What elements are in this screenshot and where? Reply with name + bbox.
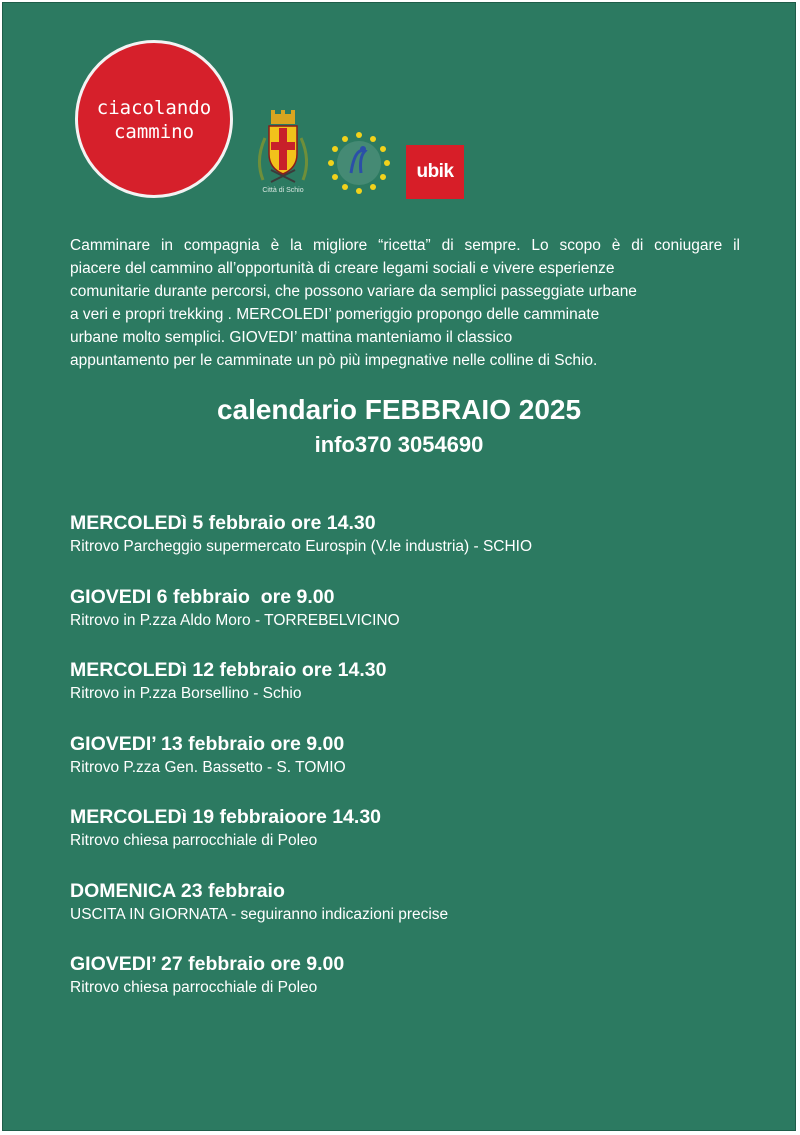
ubik-logo: ubik (406, 145, 464, 199)
event-title: MERCOLEDì 19 febbraioore 14.30 (70, 806, 382, 828)
event-place: USCITA IN GIORNATA - seguiranno indicazioni precise (70, 905, 449, 923)
event-title: GIOVEDI’ 13 febbraio ore 9.00 (70, 732, 345, 755)
logo-line-1: ciacolando (96, 97, 212, 119)
intro-line: piacere del cammino all’opportunità di creare legami sociali e vivere esperienze (70, 260, 615, 277)
intro-line: comunitarie durante percorsi, che possono variare da semplici passeggiate urbane (70, 283, 637, 300)
event-title: MERCOLEDì 5 febbraio ore 14.30 (70, 512, 376, 534)
crest-caption: Città di Schio (262, 187, 304, 194)
event-place: Ritrovo chiesa parrocchiale di Poleo (70, 979, 318, 996)
logo-line-2: cammino (113, 121, 195, 143)
event-item (70, 657, 770, 731)
event-item (70, 804, 770, 878)
intro-line: Camminare in compagnia è la migliore “ricetta” di sempre. Lo scopo è di coniugare il (70, 237, 740, 254)
calendar-title: calendario FEBBRAIO 2025 (216, 394, 582, 425)
event-title: MERCOLEDì 12 febbraio ore 14.30 (70, 659, 387, 681)
logo-text (78, 96, 230, 144)
event-item (70, 510, 770, 584)
event-item (70, 731, 770, 805)
event-place: Ritrovo in P.zza Borsellino - Schio (70, 685, 302, 702)
event-title: GIOVEDI’ 27 febbraio ore 9.00 (70, 953, 345, 975)
eu-stars-icon (321, 127, 397, 199)
city-crest-logo (253, 110, 313, 200)
event-title: GIOVEDI 6 febbraio ore 9.00 (70, 585, 335, 608)
event-list (70, 510, 770, 1025)
calendar-info-phone: info370 3054690 (314, 432, 484, 457)
event-place: Ritrovo Parcheggio supermercato Eurospin (V.le industria) - SCHIO (70, 538, 533, 555)
event-item (70, 878, 770, 952)
intro-line: appuntamento per le camminate un pò più impegnative nelle colline di Schio. (70, 352, 598, 369)
eu-stars-logo (321, 127, 397, 199)
event-place: Ritrovo P.zza Gen. Bassetto - S. TOMIO (70, 758, 346, 776)
intro-line: urbane molto semplici. GIOVEDI’ mattina manteniamo il classico (70, 329, 513, 346)
event-title: DOMENICA 23 febbraio (70, 879, 285, 902)
poster (2, 2, 796, 1131)
intro-line: a veri e propri trekking . MERCOLEDI’ pomeriggio propongo delle camminate (70, 306, 600, 323)
event-item (70, 951, 770, 1025)
event-place: Ritrovo chiesa parrocchiale di Poleo (70, 832, 318, 849)
intro-paragraph (70, 234, 740, 372)
event-place: Ritrovo in P.zza Aldo Moro - TORREBELVICINO (70, 611, 400, 629)
ciacolando-cammino-logo (75, 40, 233, 198)
crest-icon (253, 110, 313, 188)
event-item (70, 584, 770, 658)
